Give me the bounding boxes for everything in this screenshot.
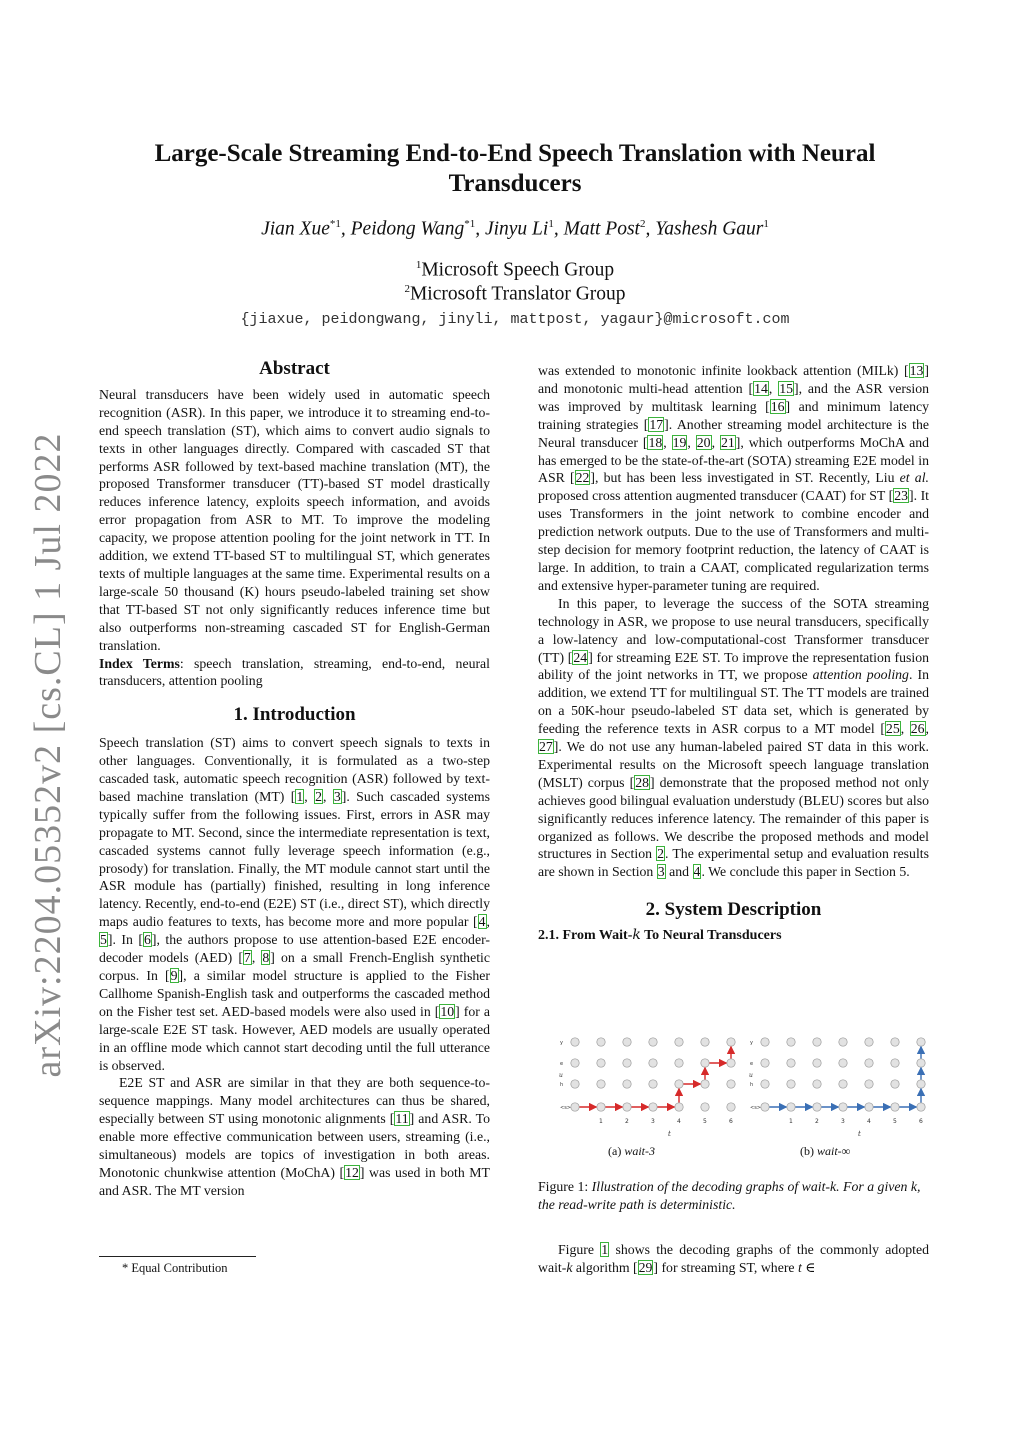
subfigure-b-label: (b) wait-∞ [800, 1144, 851, 1158]
citation-link[interactable]: 3 [657, 864, 665, 880]
right-paragraph-2: In this paper, to leverage the success of the SOTA streaming technology in ASR, we propose to use neural transducers, specifically a low-latency and low-computational-cost Transformer transducer (TT) [24] for streaming E2E ST. To improve the representation fusion ability of the joint networks in TT, we propose attention pooling. In addition, we extend TT for multilingual ST. The TT models are trained on a 50K-hour pseudo-labeled ST data set, which is generated by feeding the reference texts in ASR corpus to a MT model [25, 26, 27]. We do not use any human-labeled paired ST data in this work. Experimental results on the Microsoft speech language translation (MSLT) corpus [28] demonstrate that the proposed method not only achieves good bilingual evaluation understudy (BLEU) scores but also significantly reduces inference latency. The remainder of this paper is organized as follows. We describe the proposed methods and model structures in Section 2. The experimental setup and evaluation results are shown in Section 3 and 4. We conclude this paper in Section 5. [538, 595, 929, 880]
right-column-bottom [538, 1241, 929, 1277]
graph-node [813, 1038, 821, 1046]
citation-link[interactable]: 13 [909, 363, 924, 378]
graph-node [597, 1059, 605, 1067]
axis-t-label: t [858, 1130, 861, 1138]
citation-link[interactable]: 26 [910, 721, 925, 737]
y-axis-label: y [750, 1040, 753, 1046]
graph-node [701, 1080, 709, 1088]
citation-link[interactable]: 24 [573, 649, 588, 665]
abstract-text: Neural transducers have been widely used in automatic speech recognition (ASR). In this paper, we introduce it to streaming end-to-end speech translation (ST), which aims to convert audio signals to texts in other languages directly. Compared with cascaded ST that performs ASR followed by text-based machine translation (MT), the proposed Transformer transducer (TT)-based ST model drastically reduces inference latency, exploits speech information, and avoids error propagation from ASR to MT. To improve the modeling capacity, we propose attention pooling for the joint network in TT. In addition, we extend TT-based ST to multilingual ST, which generates texts of multiple languages at the same time. Experimental results on a large-scale 50 thousand (K) hours pseudo-labeled training set show that TT-based ST not only significantly reduces inference time but also outperforms non-streaming cascaded ST for English-German translation. [99, 386, 490, 653]
x-axis-tick: 3 [841, 1118, 845, 1125]
citation-link[interactable]: 15 [779, 380, 793, 396]
citation-link[interactable]: 3 [333, 788, 341, 804]
graph-node [761, 1080, 769, 1088]
index-terms [99, 655, 490, 691]
citation-link[interactable]: 2 [315, 788, 323, 804]
citation-link[interactable]: 2 [657, 846, 665, 862]
left-column [99, 360, 490, 1200]
italic-text: k [566, 1259, 573, 1275]
citation-link[interactable]: 6 [143, 932, 151, 948]
graph-node [597, 1038, 605, 1046]
graph-node [813, 1059, 821, 1067]
graph-node [891, 1038, 899, 1046]
arxiv-id: arXiv:2204.05352v2 [cs.CL] 1 Jul 2022 [27, 432, 69, 1078]
graph-node [787, 1059, 795, 1067]
graph-node [839, 1080, 847, 1088]
author-name: Peidong Wang [350, 218, 465, 240]
y-axis-label: <s> [750, 1105, 761, 1111]
author-mark: *1 [464, 218, 476, 230]
right-column [538, 362, 929, 945]
citation-link[interactable]: 5 [100, 932, 107, 948]
right-paragraph-1: was extended to monotonic infinite lookback attention (MILk) [13] and monotonic multi-head attention [14, 15], and the ASR version was improved by multitask learning [16] and minimum latency training strategies [17]. Another streaming model architecture is the Neural transducer [18, 19, 20, 21], which outperforms MoChA and has emerged to be the state-of-the-art (SOTA) streaming E2E model in ASR [22], but has been less investigated in ST. Recently, Liu et al. proposed cross attention augmented transducer (CAAT) for ST [23]. It uses Transformers in the joint network to combine encoder and prediction network outputs. Due to the use of Transformers and multi-step decision for memory footprint reduction, the latency of CAAT is large. In addition, to train a CAAT, complicated regularization terms and extensive hyper-parameter tuning are required. [538, 363, 930, 593]
x-axis-tick: 4 [677, 1118, 681, 1125]
intro-paragraph-1: Speech translation (ST) aims to convert speech signals to texts in other languages. Conventionally, it is formulated as a two-step cascaded task, automatic speech recognition (ASR) followed by text-based machine translation (MT) [1, 2, 3]. Such cascaded systems typically suffer from the following issues. First, errors in ASR may propagate to MT. Second, since the intermediate representation is text, cascaded systems cannot fully leverage speech information (e.g., prosody) for translation. Finally, the MT module cannot start until the ASR module has (partially) finished, resulting in long inference latency. Recently, end-to-end (E2E) ST (i.e., direct ST), which directly maps audio features to texts, has become more and more popular [4, 5]. In [6], the authors propose to use attention-based E2E encoder-decoder models (AED) [7, 8] on a small French-English synthetic corpus. In [9], a similar model structure is applied to the Fisher Callhome Spanish-English task and outperforms the cascaded method on the Fisher test set. AED-based models were also used in [10] for a large-scale E2E ST task. However, AED models are usually operated in an offline mode which cannot start decoding until the full utterance is observed. [99, 735, 490, 1073]
graph-node [675, 1038, 683, 1046]
citation-link[interactable]: 14 [754, 380, 768, 396]
citation-link[interactable]: 17 [649, 416, 664, 432]
graph-node [727, 1080, 735, 1088]
author-name: Jian Xue [261, 218, 330, 240]
citation-link[interactable]: 19 [672, 434, 687, 450]
italic-text: et al. [899, 470, 929, 486]
author-mark: 1 [763, 218, 769, 230]
x-axis-tick: 4 [867, 1118, 871, 1125]
citation-link[interactable]: 4 [478, 914, 486, 930]
citation-link[interactable]: 25 [885, 721, 900, 737]
x-axis-tick: 5 [893, 1118, 897, 1125]
graph-node [839, 1038, 847, 1046]
graph-node [727, 1038, 735, 1046]
section21-heading-k: k [632, 927, 641, 944]
graph-node [649, 1080, 657, 1088]
italic-text: t [798, 1259, 802, 1275]
graph-node [917, 1059, 925, 1067]
intro-heading: 1. Introduction [233, 704, 356, 726]
affiliation-1 [100, 259, 930, 282]
graph-node [787, 1103, 795, 1111]
citation-link[interactable]: 23 [894, 488, 908, 504]
figure-1-caption [538, 1178, 930, 1214]
y-axis-label: h [560, 1082, 564, 1088]
x-axis-tick: 1 [599, 1118, 603, 1125]
author-name: Yashesh Gaur [655, 218, 764, 240]
graph-node [865, 1080, 873, 1088]
citation-link[interactable]: 20 [696, 434, 711, 450]
affiliation-2 [100, 283, 930, 306]
affiliation-mark: 2 [404, 283, 410, 295]
graph-node [787, 1038, 795, 1046]
affiliation-name: Microsoft Translator Group [409, 283, 626, 305]
graph-node [623, 1059, 631, 1067]
footnote: * Equal Contribution [122, 1261, 228, 1275]
graph-node [891, 1103, 899, 1111]
graph-node [701, 1059, 709, 1067]
section2-heading: 2. System Description [645, 899, 822, 921]
italic-text: attention pooling [812, 667, 909, 683]
x-axis-tick: 1 [789, 1118, 793, 1125]
subfigure-a-label: (a) wait-3 [608, 1144, 655, 1158]
author-name: Matt Post [563, 218, 640, 240]
graph-node [839, 1059, 847, 1067]
x-axis-tick: 2 [625, 1118, 629, 1125]
x-axis-tick: 2 [815, 1118, 819, 1125]
caption-text: Illustration of the decoding graphs of wait-k. For a given k, the read-write path is deterministic. [538, 1179, 921, 1212]
graph-node [597, 1080, 605, 1088]
graph-node [675, 1103, 683, 1111]
citation-link[interactable]: 1 [601, 1242, 609, 1257]
graph-node [865, 1103, 873, 1111]
citation-link[interactable]: 21 [720, 434, 735, 450]
graph-node [649, 1059, 657, 1067]
y-axis-label: h [750, 1082, 754, 1088]
graph-node [597, 1103, 605, 1111]
section21-heading-post: To Neural Transducers [640, 928, 782, 944]
citation-link[interactable]: 28 [635, 774, 649, 790]
graph-node [571, 1038, 579, 1046]
graph-node [761, 1038, 769, 1046]
citation-link[interactable]: 8 [262, 950, 270, 966]
graph-node [813, 1103, 821, 1111]
citation-link[interactable]: 18 [648, 434, 663, 450]
graph-node [917, 1080, 925, 1088]
graph-node [917, 1038, 925, 1046]
author-emails: {jiaxue, peidongwang, jinyli, mattpost, yagaur}@microsoft.com [240, 311, 790, 328]
graph-node [917, 1103, 925, 1111]
index-terms-text: : speech translation, streaming, end-to-end, neural transducers, attention pooling [99, 655, 491, 689]
paper-title: Large-Scale Streaming End-to-End Speech Translation with Neural Transducers [154, 140, 876, 197]
y-axis-label: e [750, 1061, 754, 1067]
graph-node [813, 1080, 821, 1088]
index-terms-label: Index Terms [99, 655, 180, 671]
graph-node [727, 1059, 735, 1067]
graph-node [761, 1103, 769, 1111]
citation-link[interactable]: 10 [440, 1003, 455, 1019]
citation-link[interactable]: 29 [638, 1259, 653, 1275]
figure-1-decoding-graphs [538, 1028, 930, 1158]
axis-u-label: u [749, 1072, 753, 1079]
author-list: Jian Xue$^{*1}$, Peidong Wang$^{*1}$, Jinyu Li$^1$, Matt Post$^2$, Yashesh Gaur$^1$ [261, 218, 769, 240]
graph-node [675, 1059, 683, 1067]
graph-node [787, 1080, 795, 1088]
citation-link[interactable]: 4 [693, 864, 701, 880]
y-axis-label: e [560, 1061, 564, 1067]
y-axis-label: y [560, 1040, 563, 1046]
author-name: Jinyu Li [484, 218, 549, 240]
x-axis-tick: 3 [651, 1118, 655, 1125]
author-mark: 1 [548, 218, 554, 230]
axis-t-label: t [668, 1130, 671, 1138]
author-mark: *1 [329, 218, 341, 230]
arxiv-sidebar [0, 0, 90, 1448]
right-paragraph-3: Figure 1 shows the decoding graphs of the commonly adopted wait-k algorithm [29] for streaming ST, where t ∈ [538, 1242, 929, 1275]
y-axis-label: <s> [560, 1105, 571, 1111]
citation-link[interactable]: 11 [395, 1111, 409, 1127]
graph-node [701, 1103, 709, 1111]
graph-node [865, 1059, 873, 1067]
graph-node [649, 1038, 657, 1046]
graph-node [761, 1059, 769, 1067]
graph-node [675, 1080, 683, 1088]
citation-link[interactable]: 12 [345, 1164, 359, 1180]
citation-link[interactable]: 22 [575, 470, 590, 486]
affiliation-name: Microsoft Speech Group [421, 259, 615, 281]
graph-node [571, 1059, 579, 1067]
graph-node [571, 1080, 579, 1088]
section21-heading-pre: 2.1. From Wait- [538, 928, 633, 944]
x-axis-tick: 6 [729, 1118, 733, 1125]
citation-link[interactable]: 16 [770, 398, 785, 414]
caption-label: Figure 1: [538, 1179, 592, 1194]
graph-node [727, 1103, 735, 1111]
axis-u-label: u [559, 1072, 563, 1079]
footnote-rule [99, 1256, 256, 1257]
author-mark: 2 [639, 218, 646, 230]
citation-link[interactable]: 9 [170, 968, 178, 983]
graph-node [891, 1080, 899, 1088]
abstract-heading: Abstract [259, 358, 330, 379]
graph-node [571, 1103, 579, 1111]
intro-paragraph-2: E2E ST and ASR are similar in that they are both sequence-to-sequence mappings. Many model architectures can thus be shared, especially between ST using monotonic alignments [11] and ASR. To enable more effective communication between users, streaming (i.e., simultaneous) models are topics of investigation in both areas. Monotonic chunkwise attention (MoChA) [12] was used in both MT and ASR. The MT version [99, 1075, 490, 1198]
graph-node [623, 1038, 631, 1046]
graph-node [839, 1103, 847, 1111]
x-axis-tick: 6 [919, 1118, 923, 1125]
section21-heading [538, 927, 929, 945]
affiliation-mark: 1 [415, 259, 422, 271]
graph-node [701, 1038, 709, 1046]
graph-node [891, 1059, 899, 1067]
citation-link[interactable]: 7 [243, 950, 251, 966]
graph-node [623, 1080, 631, 1088]
graph-node [649, 1103, 657, 1111]
graph-node [865, 1038, 873, 1046]
graph-node [623, 1103, 631, 1111]
x-axis-tick: 5 [703, 1118, 707, 1125]
citation-link[interactable]: 1 [296, 788, 304, 804]
citation-link[interactable]: 27 [539, 739, 553, 755]
